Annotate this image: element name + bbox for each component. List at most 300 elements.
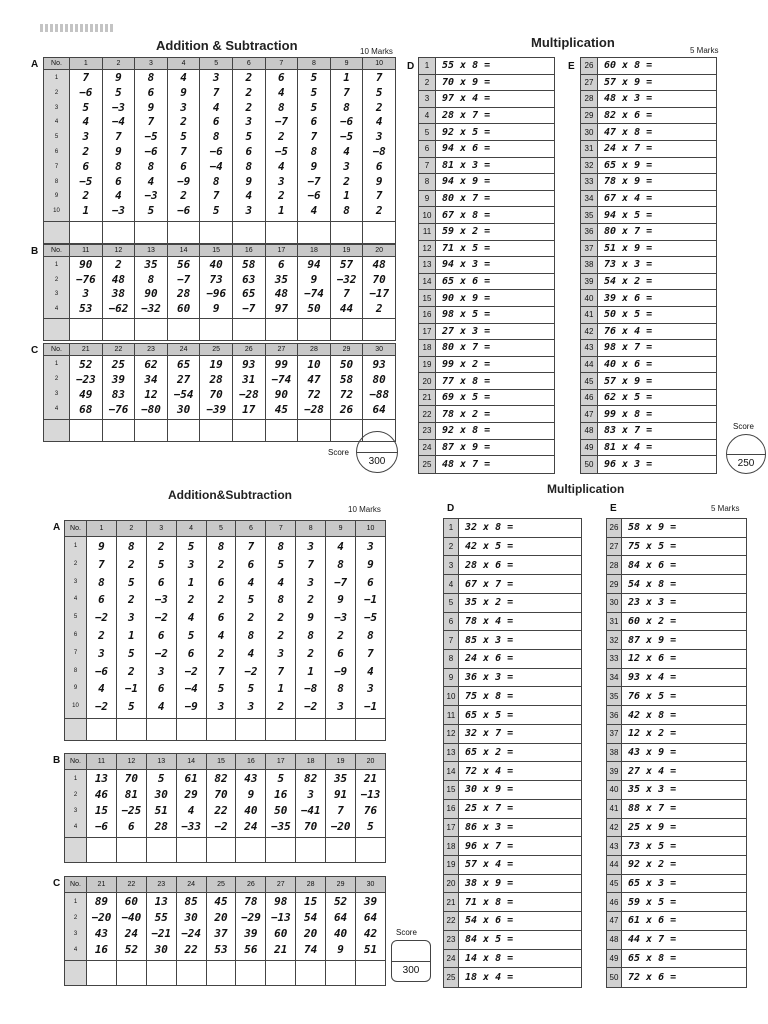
problem-value: 53 [214, 943, 228, 956]
header-problem-number: 2 [116, 521, 146, 537]
mult-number: 14 [419, 274, 436, 290]
problem-value: 70 [214, 788, 228, 801]
problem-value: 2 [307, 593, 314, 607]
problem-value: −6 [307, 189, 321, 203]
row-number: 6 [54, 148, 59, 155]
problem-value: −5 [339, 130, 354, 144]
answer-cell[interactable] [356, 838, 386, 863]
problem-column [236, 893, 266, 961]
problem-value: 39 [363, 895, 378, 908]
problem-value: 4 [147, 174, 155, 188]
answer-cell[interactable] [266, 961, 296, 986]
problem-value: 94 [307, 258, 321, 271]
mult-expression: 75 x 8 = [465, 690, 514, 702]
row-number: 2 [54, 89, 59, 96]
problem-value: 82 [214, 772, 228, 785]
problem-value: 1 [187, 575, 195, 589]
mult-row [444, 968, 581, 987]
problem-value: −20 [330, 820, 351, 833]
mult-number: 45 [581, 373, 598, 389]
problem-column [265, 70, 298, 222]
mult-expression: 28 x 7 = [442, 110, 491, 122]
problem-value: 93 [242, 358, 256, 371]
header-problem-number: 11 [70, 245, 103, 257]
answer-cell[interactable] [296, 719, 326, 741]
problem-column [102, 356, 135, 420]
row-number: 9 [54, 193, 59, 200]
problem-value: 4 [98, 682, 105, 696]
mult-row [607, 819, 746, 838]
problem-value: 46 [94, 788, 109, 801]
mult-number: 41 [581, 307, 598, 323]
problem-value: 73 [209, 272, 223, 286]
mult-expression: 27 x 3 = [442, 325, 491, 337]
header-problem-number: 9 [326, 521, 356, 537]
problem-value: 13 [94, 772, 109, 785]
problem-value: 93 [372, 358, 386, 371]
header-problem-number: 5 [200, 58, 233, 70]
answer-cell[interactable] [356, 961, 386, 986]
mult-expression: 96 x 7 = [465, 840, 514, 852]
answer-cell[interactable] [70, 222, 103, 244]
mult-expression: 65 x 3 = [628, 878, 677, 890]
answer-cell[interactable] [265, 420, 298, 442]
mult-row [607, 781, 746, 800]
mult-number: 34 [581, 191, 598, 207]
answer-cell[interactable] [363, 420, 396, 442]
answer-cell[interactable] [236, 719, 266, 741]
answer-cell[interactable] [135, 319, 168, 341]
mult-row [581, 257, 716, 274]
problem-value: 7 [343, 85, 350, 99]
problem-value: 27 [176, 373, 191, 386]
mult-row [444, 519, 581, 538]
problem-value: −5 [274, 144, 288, 158]
problem-value: 8 [307, 628, 314, 642]
answer-cell[interactable] [70, 319, 103, 341]
answer-cell[interactable] [298, 420, 331, 442]
problem-value: 5 [187, 628, 195, 642]
mult-number: 44 [607, 856, 622, 874]
mult-number: 27 [581, 75, 598, 91]
problem-value: 30 [154, 943, 168, 956]
answer-cell[interactable] [232, 222, 265, 244]
problem-value: 40 [244, 804, 258, 817]
answer-cell[interactable] [236, 838, 266, 863]
problem-value: −7 [274, 115, 288, 129]
mult-number: 7 [444, 631, 459, 649]
answer-row-label [44, 222, 70, 244]
mult-column-d [443, 518, 582, 988]
problem-column [232, 257, 265, 319]
mult-row [607, 744, 746, 763]
answer-cell[interactable] [87, 961, 117, 986]
mult-expression: 84 x 5 = [465, 934, 514, 946]
problem-value: 26 [339, 403, 354, 416]
mult-number: 11 [444, 706, 459, 724]
problem-column [363, 356, 396, 420]
mult-expression: 54 x 8 = [628, 578, 677, 590]
problem-value: 2 [128, 557, 135, 571]
mult-row [607, 706, 746, 725]
mult-expression: 80 x 7 = [442, 193, 491, 205]
answer-cell[interactable] [176, 838, 206, 863]
problem-value: 6 [128, 820, 135, 833]
problem-value: 45 [274, 403, 288, 416]
answer-cell[interactable] [200, 319, 233, 341]
mult-expression: 57 x 4 = [465, 859, 514, 871]
problem-value: 5 [277, 557, 285, 571]
answer-cell[interactable] [266, 719, 296, 741]
mult-number: 24 [419, 440, 436, 456]
mult-expression: 57 x 9 = [604, 76, 653, 88]
mult-number: 50 [607, 968, 622, 987]
answer-cell[interactable] [266, 838, 296, 863]
mult-row [444, 950, 581, 969]
mult-expression: 81 x 4 = [604, 441, 653, 453]
row-number: 4 [54, 119, 59, 126]
problem-value: 28 [154, 820, 168, 833]
answer-cell[interactable] [363, 222, 396, 244]
problem-value: 3 [337, 700, 344, 714]
mult-row [419, 357, 554, 374]
mult-row [419, 423, 554, 440]
mult-row [607, 631, 746, 650]
mult-row [581, 174, 716, 191]
problem-value: 57 [339, 258, 354, 271]
answer-cell[interactable] [206, 719, 236, 741]
mult-row [581, 158, 716, 175]
problem-value: 2 [245, 100, 253, 114]
answer-cell[interactable] [167, 420, 200, 442]
mult-number: 1 [419, 58, 436, 74]
answer-cell[interactable] [330, 420, 363, 442]
header-problem-number: 20 [356, 754, 386, 770]
problem-value: 12 [144, 388, 158, 401]
section-label-e: E [568, 61, 575, 72]
answer-cell[interactable] [265, 319, 298, 341]
score-box [391, 940, 431, 982]
mult-expression: 99 x 2 = [442, 358, 491, 370]
answer-cell[interactable] [135, 222, 168, 244]
mult-number: 30 [581, 124, 598, 140]
header-problem-number: 23 [146, 877, 176, 893]
mult-number: 25 [444, 968, 459, 987]
mult-row [444, 538, 581, 557]
answer-cell[interactable] [116, 719, 146, 741]
problem-value: 43 [244, 772, 258, 785]
score-label: Score [733, 422, 754, 431]
answer-cell[interactable] [87, 838, 117, 863]
mult-number: 14 [444, 762, 459, 780]
answer-cell[interactable] [232, 420, 265, 442]
problem-value: 91 [333, 788, 348, 801]
problem-value: 4 [247, 575, 255, 589]
answer-cell[interactable] [330, 319, 363, 341]
answer-row-label [44, 319, 70, 341]
answer-cell[interactable] [70, 420, 103, 442]
problem-value: 9 [115, 71, 122, 84]
mult-expression: 67 x 7 = [465, 578, 514, 590]
problem-value: 6 [278, 71, 285, 84]
mult-number: 42 [607, 819, 622, 837]
mult-row [419, 58, 554, 75]
header-problem-number: 30 [363, 344, 396, 356]
problem-value: 35 [144, 258, 158, 271]
problem-value: 1 [278, 204, 285, 218]
problem-value: 5 [247, 682, 255, 696]
mult-number: 6 [444, 613, 459, 631]
row-number: 9 [73, 685, 78, 692]
problem-value: −28 [238, 388, 259, 401]
mult-expression: 61 x 6 = [628, 915, 677, 927]
problem-value: 90 [274, 388, 288, 401]
problem-column [146, 770, 176, 838]
problem-value: −24 [181, 927, 202, 940]
problem-value: 7 [217, 664, 225, 678]
header-problem-number: 7 [265, 58, 298, 70]
answer-row-label [65, 961, 87, 986]
problem-value: 6 [367, 575, 374, 589]
answer-cell[interactable] [200, 420, 233, 442]
mult-row [444, 706, 581, 725]
mult-expression: 48 x 3 = [604, 93, 653, 105]
problem-column [356, 770, 386, 838]
answer-cell[interactable] [206, 961, 236, 986]
mult-row [581, 390, 716, 407]
problem-value: 5 [367, 820, 374, 833]
mult-row [607, 856, 746, 875]
mult-row [607, 893, 746, 912]
header-problem-number: 21 [70, 344, 103, 356]
answer-cell[interactable] [146, 838, 176, 863]
row-number: 1 [73, 543, 78, 549]
problem-value: 1 [277, 682, 285, 696]
mult-number: 34 [607, 669, 622, 687]
mult-row [419, 324, 554, 341]
problem-value: 5 [247, 593, 255, 607]
answer-cell[interactable] [363, 319, 396, 341]
problem-value: 5 [128, 646, 135, 660]
mult-expression: 54 x 2 = [604, 276, 653, 288]
mult-number: 22 [444, 912, 459, 930]
problem-value: 31 [242, 373, 256, 386]
mult-expression: 23 x 3 = [628, 597, 677, 609]
problem-value: 48 [111, 272, 126, 286]
mult-number: 20 [419, 373, 436, 389]
problem-value: −74 [271, 373, 292, 386]
problem-value: 6 [180, 159, 187, 173]
problem-value: 2 [247, 611, 255, 625]
worksheet-top [0, 0, 768, 478]
mult-row [444, 819, 581, 838]
mult-row [607, 650, 746, 669]
problem-value: −3 [111, 204, 126, 218]
answer-cell[interactable] [102, 420, 135, 442]
problem-value: 52 [79, 358, 93, 371]
problem-value: 89 [94, 895, 109, 908]
answer-cell[interactable] [176, 719, 206, 741]
mult-number: 35 [607, 687, 622, 705]
problem-value: 3 [278, 174, 285, 188]
header-problem-number: 18 [298, 245, 331, 257]
mult-number: 15 [444, 781, 459, 799]
answer-cell[interactable] [206, 838, 236, 863]
problem-value: −8 [304, 682, 318, 696]
problem-value: 6 [212, 115, 220, 129]
mult-row [581, 290, 716, 307]
answer-cell[interactable] [326, 719, 356, 741]
problem-value: 9 [212, 301, 220, 315]
mult-expression: 69 x 5 = [442, 392, 491, 404]
problem-value: 2 [180, 115, 187, 129]
answer-cell[interactable] [296, 961, 326, 986]
mult-expression: 62 x 5 = [604, 392, 653, 404]
problem-value: 2 [180, 189, 187, 203]
answer-cell[interactable] [146, 719, 176, 741]
mult-number: 40 [607, 781, 622, 799]
answer-cell[interactable] [326, 961, 356, 986]
problem-value: 9 [307, 611, 314, 625]
addsub-title: Addition & Subtraction [156, 38, 298, 53]
mult-number: 20 [444, 875, 459, 893]
header-problem-number: 17 [265, 245, 298, 257]
mult-row [419, 158, 554, 175]
answer-cell[interactable] [326, 838, 356, 863]
header-problem-number: 24 [176, 877, 206, 893]
problem-value: 5 [310, 71, 318, 84]
row-number: 4 [73, 824, 78, 830]
problem-value: −25 [121, 804, 142, 817]
mult-row [607, 519, 746, 538]
answer-cell[interactable] [102, 222, 135, 244]
problem-column [176, 770, 206, 838]
header-problem-number: 29 [330, 344, 363, 356]
mult-number: 30 [607, 594, 622, 612]
mult-row [444, 893, 581, 912]
problem-value: 5 [128, 575, 135, 589]
problem-value: −1 [124, 682, 138, 696]
answer-cell[interactable] [116, 838, 146, 863]
mult-number: 23 [419, 423, 436, 439]
answer-cell[interactable] [296, 838, 326, 863]
answer-cell[interactable] [146, 961, 176, 986]
problem-column [265, 356, 298, 420]
mult-row [581, 207, 716, 224]
problem-value: 62 [144, 358, 158, 371]
problem-value: −8 [372, 144, 386, 158]
problem-value: 2 [128, 664, 135, 678]
problem-value: 48 [274, 287, 288, 300]
answer-cell[interactable] [200, 222, 233, 244]
answer-cell[interactable] [265, 222, 298, 244]
answer-cell[interactable] [298, 222, 331, 244]
answer-cell[interactable] [116, 961, 146, 986]
problem-value: 7 [367, 646, 374, 660]
problem-value: 8 [115, 159, 122, 173]
mult-number: 18 [419, 340, 436, 356]
problem-value: 7 [98, 557, 105, 571]
problem-column [326, 770, 356, 838]
answer-cell[interactable] [330, 222, 363, 244]
answer-cell[interactable] [176, 961, 206, 986]
mult-expression: 71 x 5 = [442, 242, 491, 254]
answer-cell[interactable] [167, 319, 200, 341]
mult-expression: 77 x 8 = [442, 375, 491, 387]
problem-value: 64 [363, 911, 378, 924]
mult-number: 31 [581, 141, 598, 157]
answer-cell[interactable] [87, 719, 117, 741]
row-number: 1 [54, 361, 59, 367]
problem-value: 65 [176, 358, 191, 371]
answer-cell[interactable] [298, 319, 331, 341]
mult-row [444, 875, 581, 894]
answer-cell[interactable] [236, 961, 266, 986]
mult-number: 31 [607, 613, 622, 631]
problem-value: 5 [310, 100, 318, 114]
answer-cell[interactable] [135, 420, 168, 442]
mult-expression: 80 x 7 = [442, 342, 491, 354]
problem-value: 3 [217, 700, 225, 714]
problem-value: 8 [367, 628, 374, 642]
row-number-column [65, 770, 87, 838]
mult-number: 28 [607, 556, 622, 574]
header-problem-number: 22 [116, 877, 146, 893]
problem-value: 3 [367, 540, 374, 553]
mult-row [419, 124, 554, 141]
mult-number: 13 [444, 744, 459, 762]
header-problem-number: 22 [102, 344, 135, 356]
mult-number: 49 [607, 950, 622, 968]
problem-value: 4 [337, 540, 344, 553]
problem-value: 3 [343, 159, 350, 173]
mult-row [444, 931, 581, 950]
problem-value: 22 [184, 943, 198, 956]
problem-column [356, 537, 386, 719]
problem-value: 21 [363, 772, 378, 785]
problem-value: 58 [339, 373, 354, 386]
header-problem-number: 6 [232, 58, 265, 70]
problem-value: 8 [217, 540, 225, 553]
mult-number: 28 [581, 91, 598, 107]
problem-column [176, 893, 206, 961]
problem-column [102, 257, 135, 319]
problem-value: 8 [212, 174, 220, 188]
mult-expression: 27 x 4 = [628, 765, 677, 777]
problem-value: 9 [147, 100, 155, 114]
answer-cell[interactable] [102, 319, 135, 341]
problem-value: 5 [277, 772, 285, 785]
mult-row [419, 406, 554, 423]
problem-value: 2 [278, 130, 285, 144]
header-problem-number: 15 [206, 754, 236, 770]
mult-expression: 80 x 7 = [604, 226, 653, 238]
problem-value: −96 [206, 287, 227, 300]
header-problem-number: 24 [167, 344, 200, 356]
answer-cell[interactable] [167, 222, 200, 244]
header-problem-number: 19 [326, 754, 356, 770]
mult-row [444, 613, 581, 632]
problem-value: 7 [247, 540, 255, 553]
mult-expression: 44 x 7 = [628, 934, 677, 946]
answer-cell[interactable] [232, 319, 265, 341]
mult-expression: 35 x 2 = [465, 597, 514, 609]
answer-cell[interactable] [356, 719, 386, 741]
problem-value: −6 [94, 664, 109, 678]
mult-marks: 5 Marks [711, 504, 740, 513]
mult-number: 48 [607, 931, 622, 949]
mult-row [581, 58, 716, 75]
